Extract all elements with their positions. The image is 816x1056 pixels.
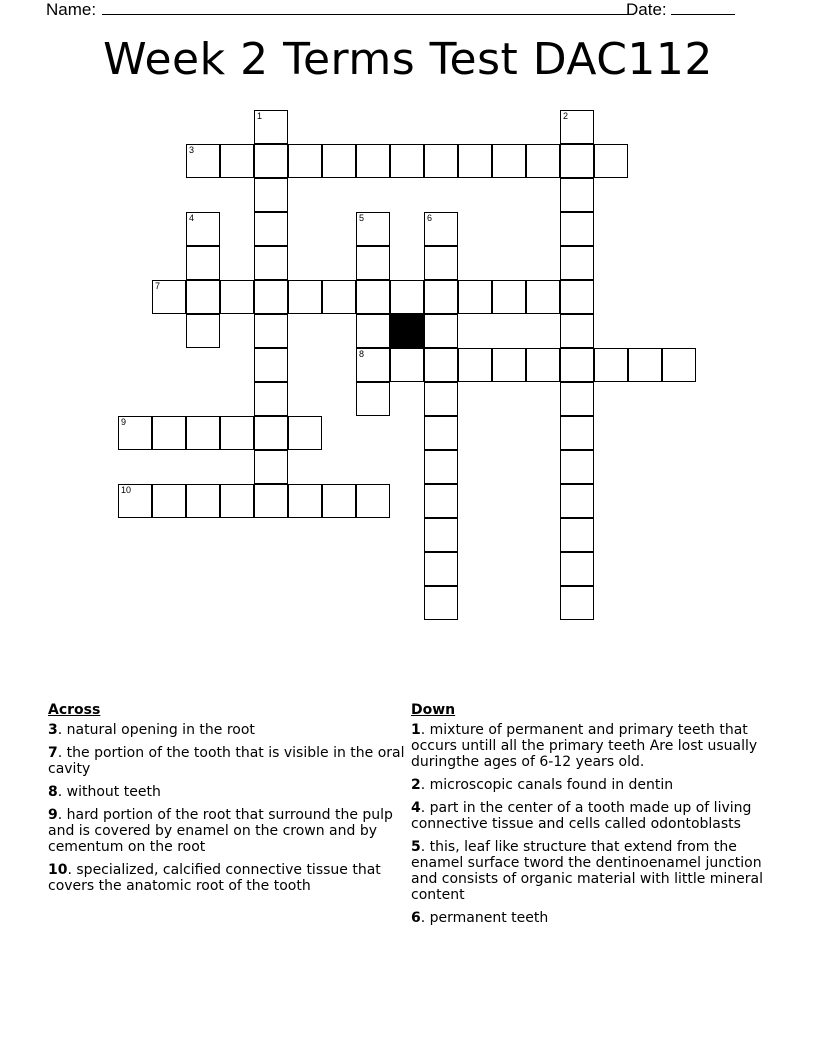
grid-cell[interactable] [356,212,390,246]
grid-cell[interactable] [288,144,322,178]
grid-cell[interactable] [560,518,594,552]
grid-cell[interactable] [254,144,288,178]
grid-cell[interactable] [560,144,594,178]
grid-cell[interactable] [254,178,288,212]
clue-text: without teeth [66,784,161,800]
grid-cell[interactable] [118,416,152,450]
cell-number: 1 [257,111,263,121]
grid-cell[interactable] [424,314,458,348]
date-label: Date: [626,0,667,19]
grid-cell[interactable] [356,484,390,518]
down-clue: 4. part in the center of a tooth made up of living connective tissue and cells called odontoblasts [411,800,752,832]
grid-cell[interactable] [186,484,220,518]
grid-cell[interactable] [424,484,458,518]
clue-number: 8 [48,784,58,800]
cell-number: 4 [189,213,195,223]
grid-cell[interactable] [424,280,458,314]
grid-cell[interactable] [254,450,288,484]
down-clue: 2. microscopic canals found in dentin [411,777,674,793]
grid-cell[interactable] [254,314,288,348]
clue-text: microscopic canals found in dentin [429,777,674,793]
grid-cell[interactable] [560,212,594,246]
cell-number: 7 [155,281,161,291]
cell-number: 10 [121,485,132,495]
grid-cell[interactable] [492,348,526,382]
clue-text: permanent teeth [429,910,549,926]
cell-number: 5 [359,213,365,223]
grid-cell[interactable] [220,484,254,518]
grid-cell[interactable] [560,416,594,450]
across-clue: 3. natural opening in the root [48,722,255,738]
grid-cell[interactable] [152,280,186,314]
grid-cell[interactable] [152,416,186,450]
clue-number: 7 [48,745,58,761]
grid-cell[interactable] [424,246,458,280]
down-clue: 5. this, leaf like structure that extend from the enamel surface tword the dentinoenamel junction and consists of organic material with little mineral content [411,839,764,903]
clue-text: part in the center of a tooth made up of living connective tissue and cells called odontoblasts [411,800,752,832]
clue-text: this, leaf like structure that extend from the enamel surface tword the dentinoenamel junction and consists of organic material with little mineral content [411,839,764,903]
grid-cell[interactable] [322,484,356,518]
across-clue: 9. hard portion of the root that surround the pulp and is covered by enamel on the crown and by cementum on the root [48,807,393,855]
grid-cell[interactable] [594,348,628,382]
grid-cell[interactable] [186,416,220,450]
grid-cell[interactable] [628,348,662,382]
grid-cell[interactable] [118,484,152,518]
grid-cell[interactable] [458,144,492,178]
down-clue: 6. permanent teeth [411,910,549,926]
grid-cell[interactable] [560,246,594,280]
grid-cell[interactable] [560,280,594,314]
grid-cell[interactable] [424,382,458,416]
clue-number: 2 [411,777,421,793]
grid-cell[interactable] [492,280,526,314]
grid-cell[interactable] [254,382,288,416]
grid-cell[interactable] [526,144,560,178]
cell-number: 2 [563,111,569,121]
grid-cell[interactable] [356,246,390,280]
grid-cell[interactable] [662,348,696,382]
clue-number: 6 [411,910,421,926]
cell-number: 8 [359,349,365,359]
grid-cell[interactable] [458,280,492,314]
grid-cell[interactable] [424,450,458,484]
grid-cell[interactable] [220,416,254,450]
grid-cell[interactable] [356,280,390,314]
grid-cell[interactable] [186,246,220,280]
black-square [390,314,424,348]
grid-cell[interactable] [356,382,390,416]
grid-cell[interactable] [526,348,560,382]
grid-cell[interactable] [526,280,560,314]
cell-number: 3 [189,145,195,155]
grid-cell[interactable] [424,518,458,552]
grid-cell[interactable] [288,416,322,450]
clue-number: 9 [48,807,58,823]
name-label: Name: [46,0,97,19]
clue-text: the portion of the tooth that is visible in the oral cavity [48,745,405,777]
grid-cell[interactable] [458,348,492,382]
clue-text: mixture of permanent and primary teeth that occurs untill all the primary teeth Are lost usually duringthe ages of 6-12 years old. [411,722,758,770]
grid-cell[interactable] [424,416,458,450]
clue-number: 10 [48,862,68,878]
grid-cell[interactable] [390,144,424,178]
grid-cell[interactable] [322,144,356,178]
grid-cell[interactable] [560,348,594,382]
grid-cell[interactable] [424,552,458,586]
grid-cell[interactable] [254,484,288,518]
grid-cell[interactable] [288,484,322,518]
grid-cell[interactable] [254,416,288,450]
grid-cell[interactable] [186,314,220,348]
cell-number: 6 [427,213,433,223]
grid-cell[interactable] [186,144,220,178]
grid-cell[interactable] [560,314,594,348]
grid-cell[interactable] [254,110,288,144]
grid-cell[interactable] [560,552,594,586]
cell-number: 9 [121,417,127,427]
grid-cell[interactable] [254,348,288,382]
grid-cell[interactable] [356,314,390,348]
grid-cell[interactable] [390,348,424,382]
grid-cell[interactable] [560,484,594,518]
grid-cell[interactable] [424,348,458,382]
across-heading: Across [48,702,101,718]
grid-cell[interactable] [424,586,458,620]
across-clue: 8. without teeth [48,784,161,800]
grid-cell[interactable] [254,280,288,314]
clue-number: 5 [411,839,421,855]
grid-cell[interactable] [390,280,424,314]
grid-cell[interactable] [356,348,390,382]
grid-cell[interactable] [424,144,458,178]
grid-cell[interactable] [186,280,220,314]
clue-text: specialized, calcified connective tissue that covers the anatomic root of the tooth [48,862,381,894]
grid-cell[interactable] [322,280,356,314]
grid-cell[interactable] [560,586,594,620]
page-title: Week 2 Terms Test DAC112 [103,34,713,85]
grid-cell[interactable] [492,144,526,178]
down-clues [411,702,781,933]
grid-cell[interactable] [186,212,220,246]
down-heading: Down [411,702,456,718]
grid-cell[interactable] [356,144,390,178]
grid-cell[interactable] [254,246,288,280]
grid-cell[interactable] [560,450,594,484]
clue-number: 1 [411,722,421,738]
grid-cell[interactable] [560,382,594,416]
grid-cell[interactable] [424,212,458,246]
clue-number: 4 [411,800,421,816]
clue-number: 3 [48,722,58,738]
across-clue: 10. specialized, calcified connective tissue that covers the anatomic root of the tooth [48,862,381,894]
grid-cell[interactable] [560,110,594,144]
across-clue: 7. the portion of the tooth that is visible in the oral cavity [48,745,405,777]
clue-text: hard portion of the root that surround the pulp and is covered by enamel on the crown and by cementum on the root [48,807,393,855]
grid-cell[interactable] [560,178,594,212]
grid-cell[interactable] [152,484,186,518]
clue-text: natural opening in the root [66,722,255,738]
across-clues [48,702,408,901]
grid-cell[interactable] [220,144,254,178]
down-clue: 1. mixture of permanent and primary teeth that occurs untill all the primary teeth Are lost usually duringthe ages of 6-12 years old. [411,722,758,770]
grid-cell[interactable] [594,144,628,178]
grid-cell[interactable] [288,280,322,314]
grid-cell[interactable] [220,280,254,314]
grid-cell[interactable] [254,212,288,246]
